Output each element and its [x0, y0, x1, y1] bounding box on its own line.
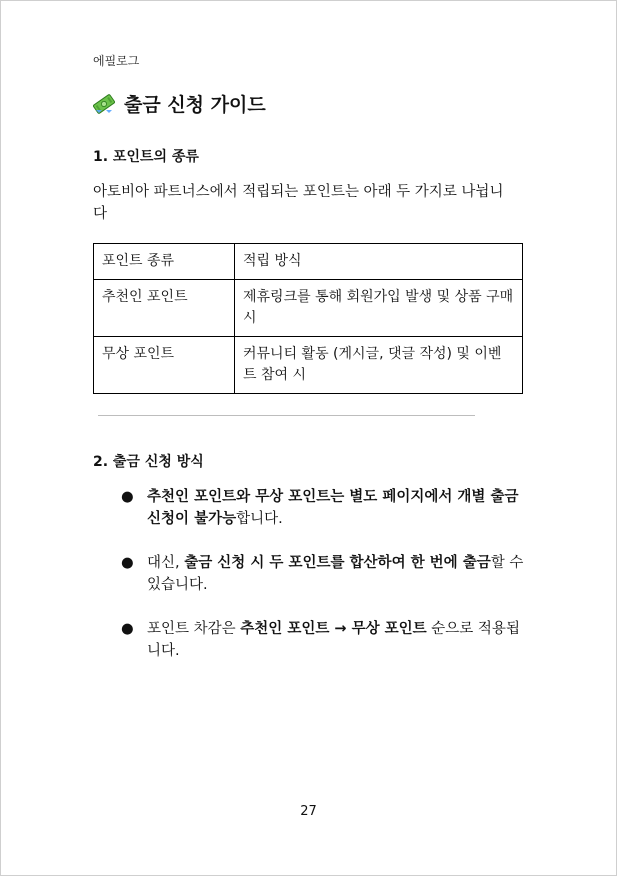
plain-text: 할 수 있습니다.: [147, 555, 524, 593]
money-bill-icon: [93, 93, 115, 115]
table-header-cell: 적립 방식: [235, 244, 523, 280]
page-title-text: 출금 신청 가이드: [124, 94, 266, 116]
list-item: [93, 618, 533, 662]
plain-text: 포인트 차감은: [147, 621, 241, 637]
bold-text: 출금 신청 시 두 포인트를 합산하여 한 번에 출금: [184, 555, 491, 571]
horizontal-divider: [98, 415, 475, 416]
page-number: 27: [300, 804, 317, 819]
bold-text: 추천인 포인트 → 무상 포인트: [240, 621, 427, 637]
table-cell: 제휴링크를 통해 회원가입 발생 및 상품 구매 시: [235, 280, 523, 337]
point-types-table: [93, 243, 523, 394]
bold-text: 추천인 포인트와 무상 포인트는 별도 페이지에서 개별 출금 신청이 불가능: [147, 489, 519, 527]
bullet-icon: ●: [121, 555, 134, 571]
table-cell: 추천인 포인트: [94, 280, 235, 337]
table-header-row: [94, 244, 523, 280]
list-item: [93, 486, 533, 530]
bullet-icon: ●: [121, 489, 134, 505]
table-cell: 커뮤니티 활동 (게시글, 댓글 작성) 및 이벤트 참여 시: [235, 337, 523, 394]
table-row: [94, 280, 523, 337]
table-cell: 무상 포인트: [94, 337, 235, 394]
plain-text: 대신,: [147, 555, 185, 571]
page-title: [93, 90, 266, 117]
table-row: [94, 337, 523, 394]
plain-text: 순으로 적용됩니다.: [147, 621, 520, 659]
intro-paragraph: 아토비아 파트너스에서 적립되는 포인트는 아래 두 가지로 나뉩니다: [93, 184, 504, 222]
plain-text: 합니다.: [236, 511, 283, 527]
bullet-icon: ●: [121, 621, 134, 637]
list-item: [93, 552, 533, 596]
withdrawal-rules-list: [93, 486, 533, 684]
section-heading-withdrawal-method: 2. 출금 신청 방식: [93, 454, 204, 470]
section-heading-point-types: 1. 포인트의 종류: [93, 149, 199, 165]
running-header: 에필로그: [93, 54, 140, 68]
table-header-cell: 포인트 종류: [94, 244, 235, 280]
